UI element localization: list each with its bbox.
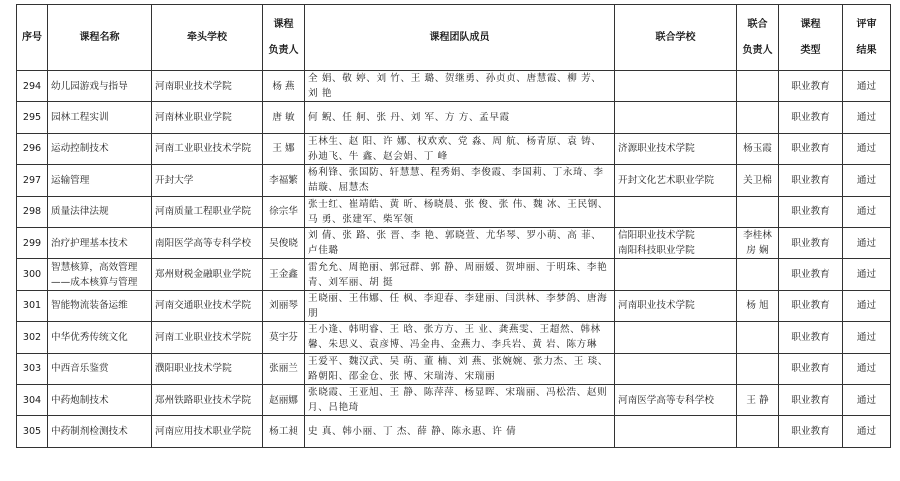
course-review-table (16, 4, 891, 448)
header-leader-line1: 课程 (273, 18, 294, 30)
cell-leader: 王金鑫 (263, 259, 305, 290)
cell-lead-school: 开封大学 (152, 165, 263, 196)
cell-leader: 刘丽琴 (263, 290, 305, 321)
cell-joint-school (615, 259, 737, 290)
cell-review-result: 通过 (843, 133, 891, 164)
table-row (17, 353, 891, 384)
cell-team-members: 史 真、韩小丽、丁 杰、薛 静、陈永惠、许 倩 (305, 416, 615, 447)
cell-course-type: 职业教育 (779, 353, 843, 384)
cell-course-type: 职业教育 (779, 196, 843, 227)
header-review-result (843, 5, 891, 71)
table-row (17, 384, 891, 415)
cell-course-name: 质量法律法规 (48, 196, 152, 227)
cell-seq: 296 (17, 133, 48, 164)
cell-joint-leader: 王 静 (737, 384, 779, 415)
cell-seq: 297 (17, 165, 48, 196)
cell-review-result: 通过 (843, 290, 891, 321)
cell-seq: 299 (17, 227, 48, 258)
header-seq: 序号 (17, 5, 48, 71)
cell-joint-leader: 李桂林 房 娴 (737, 227, 779, 258)
table-row (17, 322, 891, 353)
cell-review-result: 通过 (843, 196, 891, 227)
cell-leader: 唐 敏 (263, 102, 305, 133)
cell-joint-school (615, 102, 737, 133)
cell-seq: 304 (17, 384, 48, 415)
header-leader-line2: 负责人 (268, 44, 299, 56)
table-row (17, 71, 891, 102)
cell-joint-school (615, 353, 737, 384)
cell-lead-school: 河南应用技术职业学院 (152, 416, 263, 447)
cell-course-name: 幼儿园游戏与指导 (48, 71, 152, 102)
cell-course-type: 职业教育 (779, 259, 843, 290)
header-joint-school: 联合学校 (615, 5, 737, 71)
cell-lead-school: 南阳医学高等专科学校 (152, 227, 263, 258)
cell-course-name: 智慧核算，高效管理——成本核算与管理 (48, 259, 152, 290)
cell-joint-school (615, 416, 737, 447)
header-lead-school: 牵头学校 (152, 5, 263, 71)
table-row (17, 416, 891, 447)
cell-course-name: 中西音乐鉴赏 (48, 353, 152, 384)
table-body (17, 71, 891, 448)
cell-joint-school: 河南职业技术学院 (615, 290, 737, 321)
header-leader (263, 5, 305, 71)
header-joint-leader (737, 5, 779, 71)
header-review-result-line1: 评审 (856, 18, 877, 30)
cell-leader: 王 娜 (263, 133, 305, 164)
cell-joint-leader (737, 322, 779, 353)
cell-joint-leader: 关卫棉 (737, 165, 779, 196)
cell-course-type: 职业教育 (779, 227, 843, 258)
cell-team-members: 王小逢、韩明睿、王 晗、张方方、王 业、龚燕雯、王超然、韩林馨、朱思义、袁彦博、冯金冉、金燕力、李兵岩、黄 岩、陈方琳 (305, 322, 615, 353)
header-joint-leader-line2: 负责人 (742, 44, 773, 56)
cell-team-members: 何 鲵、任 舸、张 丹、刘 军、方 方、孟早霞 (305, 102, 615, 133)
cell-seq: 300 (17, 259, 48, 290)
cell-leader: 吴俊晓 (263, 227, 305, 258)
cell-review-result: 通过 (843, 384, 891, 415)
cell-course-name: 运输管理 (48, 165, 152, 196)
cell-course-name: 园林工程实训 (48, 102, 152, 133)
header-course-name: 课程名称 (48, 5, 152, 71)
cell-lead-school: 河南林业职业学院 (152, 102, 263, 133)
cell-course-type: 职业教育 (779, 71, 843, 102)
cell-review-result: 通过 (843, 165, 891, 196)
cell-review-result: 通过 (843, 259, 891, 290)
cell-team-members: 张晓霞、王亚旭、王 静、陈萍萍、杨显晖、宋瑞丽、冯松浩、赵则月、吕艳琦 (305, 384, 615, 415)
cell-team-members: 王林生、赵 阳、许 娜、权欢欢、党 淼、周 航、杨青原、袁 铸、孙迪飞、牛 鑫、赵会娟、丁 峰 (305, 133, 615, 164)
cell-joint-school (615, 322, 737, 353)
cell-team-members: 雷允允、周艳丽、郭冠群、郭 静、周丽媛、贺坤丽、于明珠、李艳青、刘军丽、胡 挺 (305, 259, 615, 290)
cell-course-type: 职业教育 (779, 165, 843, 196)
cell-course-type: 职业教育 (779, 416, 843, 447)
header-team-members: 课程团队成员 (305, 5, 615, 71)
cell-course-name: 治疗护理基本技术 (48, 227, 152, 258)
cell-review-result: 通过 (843, 71, 891, 102)
cell-seq: 303 (17, 353, 48, 384)
cell-joint-school (615, 71, 737, 102)
cell-team-members: 刘 倩、张 路、张 晋、李 艳、郭晓萱、尤华琴、罗小萌、高 菲、卢佳璐 (305, 227, 615, 258)
cell-leader: 徐宗华 (263, 196, 305, 227)
header-course-type (779, 5, 843, 71)
cell-lead-school: 郑州财税金融职业学院 (152, 259, 263, 290)
cell-team-members: 王晓丽、王伟娜、任 枫、李迎春、李建丽、闫洪林、李梦鸽、唐海朋 (305, 290, 615, 321)
cell-lead-school: 河南质量工程职业学院 (152, 196, 263, 227)
header-review-result-line2: 结果 (856, 44, 877, 56)
cell-leader: 赵丽娜 (263, 384, 305, 415)
cell-course-type: 职业教育 (779, 384, 843, 415)
cell-review-result: 通过 (843, 227, 891, 258)
cell-joint-leader (737, 416, 779, 447)
cell-joint-school: 开封文化艺术职业学院 (615, 165, 737, 196)
cell-lead-school: 河南工业职业技术学院 (152, 133, 263, 164)
cell-joint-leader (737, 259, 779, 290)
table-row (17, 290, 891, 321)
cell-joint-leader (737, 353, 779, 384)
cell-lead-school: 郑州铁路职业技术学院 (152, 384, 263, 415)
cell-joint-school: 河南医学高等专科学校 (615, 384, 737, 415)
table-row (17, 196, 891, 227)
cell-course-type: 职业教育 (779, 322, 843, 353)
cell-course-type: 职业教育 (779, 133, 843, 164)
cell-leader: 杨工昶 (263, 416, 305, 447)
cell-team-members: 张士红、崔靖皓、黄 昕、杨晓晨、张 俊、张 伟、魏 冰、王民钢、马 勇、张建军、柴军领 (305, 196, 615, 227)
cell-course-name: 中华优秀传统文化 (48, 322, 152, 353)
cell-joint-leader (737, 71, 779, 102)
cell-joint-school (615, 196, 737, 227)
cell-joint-leader (737, 196, 779, 227)
cell-joint-school: 济源职业技术学院 (615, 133, 737, 164)
header-course-type-line2: 类型 (800, 44, 821, 56)
cell-leader: 张丽兰 (263, 353, 305, 384)
cell-course-name: 智能物流装备运维 (48, 290, 152, 321)
cell-review-result: 通过 (843, 353, 891, 384)
cell-seq: 294 (17, 71, 48, 102)
cell-leader: 李福繁 (263, 165, 305, 196)
cell-course-name: 中药制剂检测技术 (48, 416, 152, 447)
cell-lead-school: 河南交通职业技术学院 (152, 290, 263, 321)
cell-joint-leader (737, 102, 779, 133)
cell-seq: 301 (17, 290, 48, 321)
cell-team-members: 王爱平、魏汉武、吴 萌、董 楠、刘 燕、张婉婉、张力杰、王 琰、路朝阳、邵金仓、张 博、宋瑞涛、宋瑞丽 (305, 353, 615, 384)
header-row (17, 5, 891, 71)
table-row (17, 133, 891, 164)
cell-joint-leader: 杨 旭 (737, 290, 779, 321)
cell-lead-school: 河南工业职业技术学院 (152, 322, 263, 353)
table-row (17, 165, 891, 196)
cell-course-type: 职业教育 (779, 290, 843, 321)
cell-seq: 295 (17, 102, 48, 133)
cell-seq: 305 (17, 416, 48, 447)
cell-lead-school: 河南职业技术学院 (152, 71, 263, 102)
cell-course-type: 职业教育 (779, 102, 843, 133)
cell-course-name: 中药炮制技术 (48, 384, 152, 415)
cell-team-members: 杨利锋、张国防、轩慧慧、程秀娟、李俊霞、李国莉、丁永琦、李喆璇、屈慧杰 (305, 165, 615, 196)
cell-leader: 莫宇芬 (263, 322, 305, 353)
cell-joint-school: 信阳职业技术学院 南阳科技职业学院 (615, 227, 737, 258)
cell-course-name: 运动控制技术 (48, 133, 152, 164)
course-table-container (16, 4, 890, 448)
header-course-type-line1: 课程 (800, 18, 821, 30)
cell-review-result: 通过 (843, 416, 891, 447)
cell-leader: 杨 燕 (263, 71, 305, 102)
cell-seq: 302 (17, 322, 48, 353)
table-row (17, 102, 891, 133)
header-joint-leader-line1: 联合 (747, 18, 768, 30)
cell-review-result: 通过 (843, 322, 891, 353)
cell-seq: 298 (17, 196, 48, 227)
table-row (17, 227, 891, 258)
cell-team-members: 全 娟、敬 婷、刘 竹、王 璐、贺继勇、孙贞贞、唐慧霞、柳 芳、刘 艳 (305, 71, 615, 102)
table-row (17, 259, 891, 290)
cell-review-result: 通过 (843, 102, 891, 133)
cell-joint-leader: 杨玉霞 (737, 133, 779, 164)
cell-lead-school: 濮阳职业技术学院 (152, 353, 263, 384)
